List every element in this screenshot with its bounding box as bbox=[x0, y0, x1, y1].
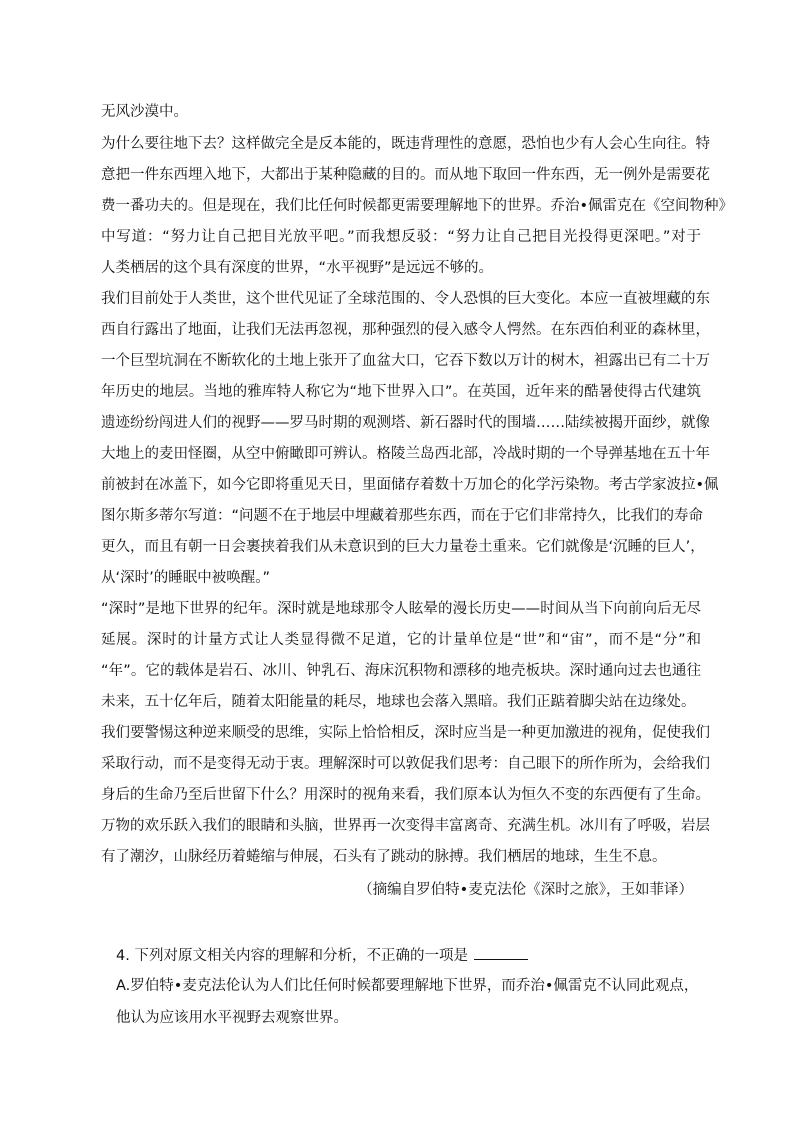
passage-line: 为什么要往地下去？这样做完全是反本能的，既违背理性的意愿，恐怕也少有人会心生向往。特 bbox=[101, 136, 710, 152]
answer-blank bbox=[474, 945, 528, 960]
passage-line: 一个巨型坑洞在不断软化的土地上张开了血盆大口，它吞下数以万计的树木，袒露出已有二十万 bbox=[101, 353, 710, 369]
option-a-line: A.罗伯特•麦克法伦认为人们比任何时候都要理解地下世界，而乔治•佩雷克不认同此观点， bbox=[116, 978, 699, 994]
passage-line: 费一番功夫的。但是现在，我们比任何时候都更需要理解地下的世界。乔治•佩雷克在《空间物种》 bbox=[101, 198, 734, 214]
passage-line: 我们目前处于人类世，这个世代见证了全球范围的、令人恐惧的巨大变化。本应一直被埋藏的东 bbox=[101, 291, 710, 307]
passage-line: 未来，五十亿年后，随着太阳能量的耗尽，地球也会落入黑暗。我们正踮着脚尖站在边缘处。 bbox=[101, 694, 696, 710]
passage-source: （摘编自罗伯特•麦克法伦《深时之旅》，王如菲译） bbox=[358, 882, 693, 898]
passage-line: 从‘深时’的睡眠中被唤醒。” bbox=[101, 570, 270, 586]
passage-line: 前被封在冰盖下，如今它即将重见天日，里面储存着数十万加仑的化学污染物。考古学家波拉•佩 bbox=[101, 477, 719, 493]
passage-line: 意把一件东西埋入地下，大都出于某种隐藏的目的。而从地下取回一件东西，无一例外是需要花 bbox=[101, 167, 710, 183]
option-a-line: 他认为应该用水平视野去观察世界。 bbox=[116, 1010, 348, 1026]
passage-line: 图尔斯多蒂尔写道：“问题不在于地层中埋藏着那些东西，而在于它们非常持久，比我们的寿命 bbox=[101, 508, 704, 524]
passage-line: 万物的欢乐跃入我们的眼睛和头脑，世界再一次变得丰富离奇、充满生机。冰川有了呼吸，岩层 bbox=[101, 818, 710, 834]
passage-line: 延展。深时的计量方式让人类显得微不足道，它的计量单位是“世”和“宙”，而不是“分”和 bbox=[101, 632, 701, 648]
passage-line: 我们要警惕这种逆来顺受的思维，实际上恰恰相反，深时应当是一种更加激进的视角，促使我们 bbox=[101, 725, 710, 741]
passage-line: “深时”是地下世界的纪年。深时就是地球那令人眩晕的漫长历史——时间从当下向前向后无尽 bbox=[101, 601, 701, 617]
passage-line: 更久，而且有朝一日会裹挟着我们从未意识到的巨大力量卷土重来。它们就像是‘沉睡的巨人’， bbox=[101, 539, 705, 555]
question-stem bbox=[116, 945, 528, 966]
passage-line: 人类栖居的这个具有深度的世界，“水平视野”是远远不够的。 bbox=[101, 260, 494, 276]
passage-line: 大地上的麦田怪圈，从空中俯瞰即可辨认。格陵兰岛西北部，冷战时期的一个导弹基地在五十年 bbox=[101, 446, 710, 462]
passage-line: 无风沙漠中。 bbox=[101, 104, 188, 120]
passage-line: 年历史的地层。当地的雅库特人称它为“地下世界入口”。在英国，近年来的酷暑使得古代建筑 bbox=[101, 384, 701, 400]
passage-line: 遗迹纷纷闯进人们的视野——罗马时期的观测塔、新石器时代的围墙……陆续被揭开面纱，就像 bbox=[101, 415, 710, 431]
passage-line: “年”。它的载体是岩石、冰川、钟乳石、海床沉积物和漂移的地壳板块。深时通向过去也通往 bbox=[101, 663, 701, 679]
passage-line: 西自行露出了地面，让我们无法再忽视，那种强烈的侵入感令人愕然。在东西伯利亚的森林里， bbox=[101, 322, 710, 338]
question-stem-text: 4. 下列对原文相关内容的理解和分析，不正确的一项是 bbox=[116, 948, 468, 964]
passage-line: 身后的生命乃至后世留下什么？用深时的视角来看，我们原本认为恒久不变的东西便有了生命。 bbox=[101, 787, 710, 803]
passage-line: 有了潮汐，山脉经历着蜷缩与伸展，石头有了跳动的脉搏。我们栖居的地球，生生不息。 bbox=[101, 849, 667, 865]
passage-line: 采取行动，而不是变得无动于衷。理解深时可以敦促我们思考：自己眼下的所作所为，会给我们 bbox=[101, 756, 710, 772]
passage-line: 中写道：“努力让自己把目光放平吧。”而我想反驳：“努力让自己把目光投得更深吧。”对于 bbox=[101, 229, 701, 245]
